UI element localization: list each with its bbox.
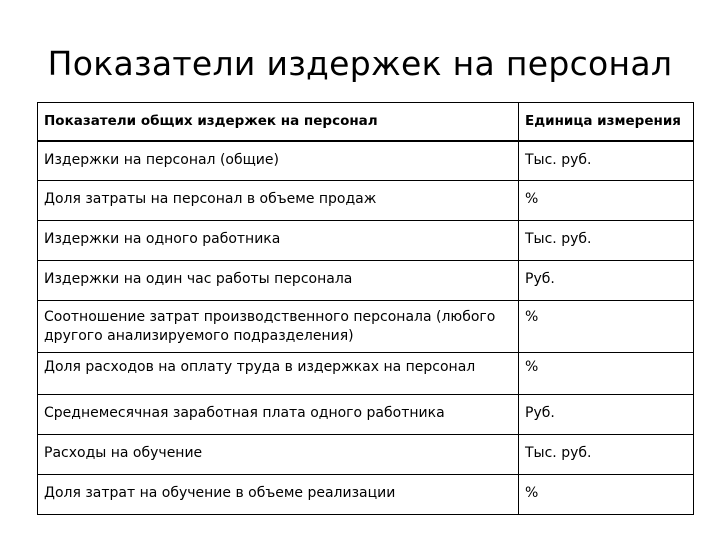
table-row xyxy=(38,301,694,353)
unit-cell: % xyxy=(519,353,694,395)
table-row xyxy=(38,221,694,261)
header-unit: Единица измерения xyxy=(519,103,694,141)
header-indicator: Показатели общих издержек на персонал xyxy=(38,103,519,141)
table-row xyxy=(38,141,694,181)
indicator-cell: Среднемесячная заработная плата одного работника xyxy=(38,395,519,435)
cost-indicators-table xyxy=(37,102,694,515)
indicator-cell: Издержки на один час работы персонала xyxy=(38,261,519,301)
indicator-cell: Издержки на персонал (общие) xyxy=(38,141,519,181)
unit-cell: Тыс. руб. xyxy=(519,221,694,261)
table-row xyxy=(38,181,694,221)
indicator-cell: Доля расходов на оплату труда в издержках на персонал xyxy=(38,353,519,395)
unit-cell: Тыс. руб. xyxy=(519,435,694,475)
unit-cell: % xyxy=(519,181,694,221)
table-row xyxy=(38,353,694,395)
indicator-cell: Доля затраты на персонал в объеме продаж xyxy=(38,181,519,221)
table-row xyxy=(38,261,694,301)
unit-cell: % xyxy=(519,301,694,353)
unit-cell: Тыс. руб. xyxy=(519,141,694,181)
indicator-cell: Соотношение затрат производственного персонала (любого другого анализируемого подразделения) xyxy=(38,301,519,353)
table-row xyxy=(38,435,694,475)
table-row xyxy=(38,395,694,435)
indicator-cell: Расходы на обучение xyxy=(38,435,519,475)
indicator-cell: Издержки на одного работника xyxy=(38,221,519,261)
table-header-row xyxy=(38,103,694,141)
unit-cell: Руб. xyxy=(519,261,694,301)
table-row xyxy=(38,475,694,515)
page-title: Показатели издержек на персонал xyxy=(47,44,673,83)
unit-cell: Руб. xyxy=(519,395,694,435)
unit-cell: % xyxy=(519,475,694,515)
indicator-cell: Доля затрат на обучение в объеме реализации xyxy=(38,475,519,515)
